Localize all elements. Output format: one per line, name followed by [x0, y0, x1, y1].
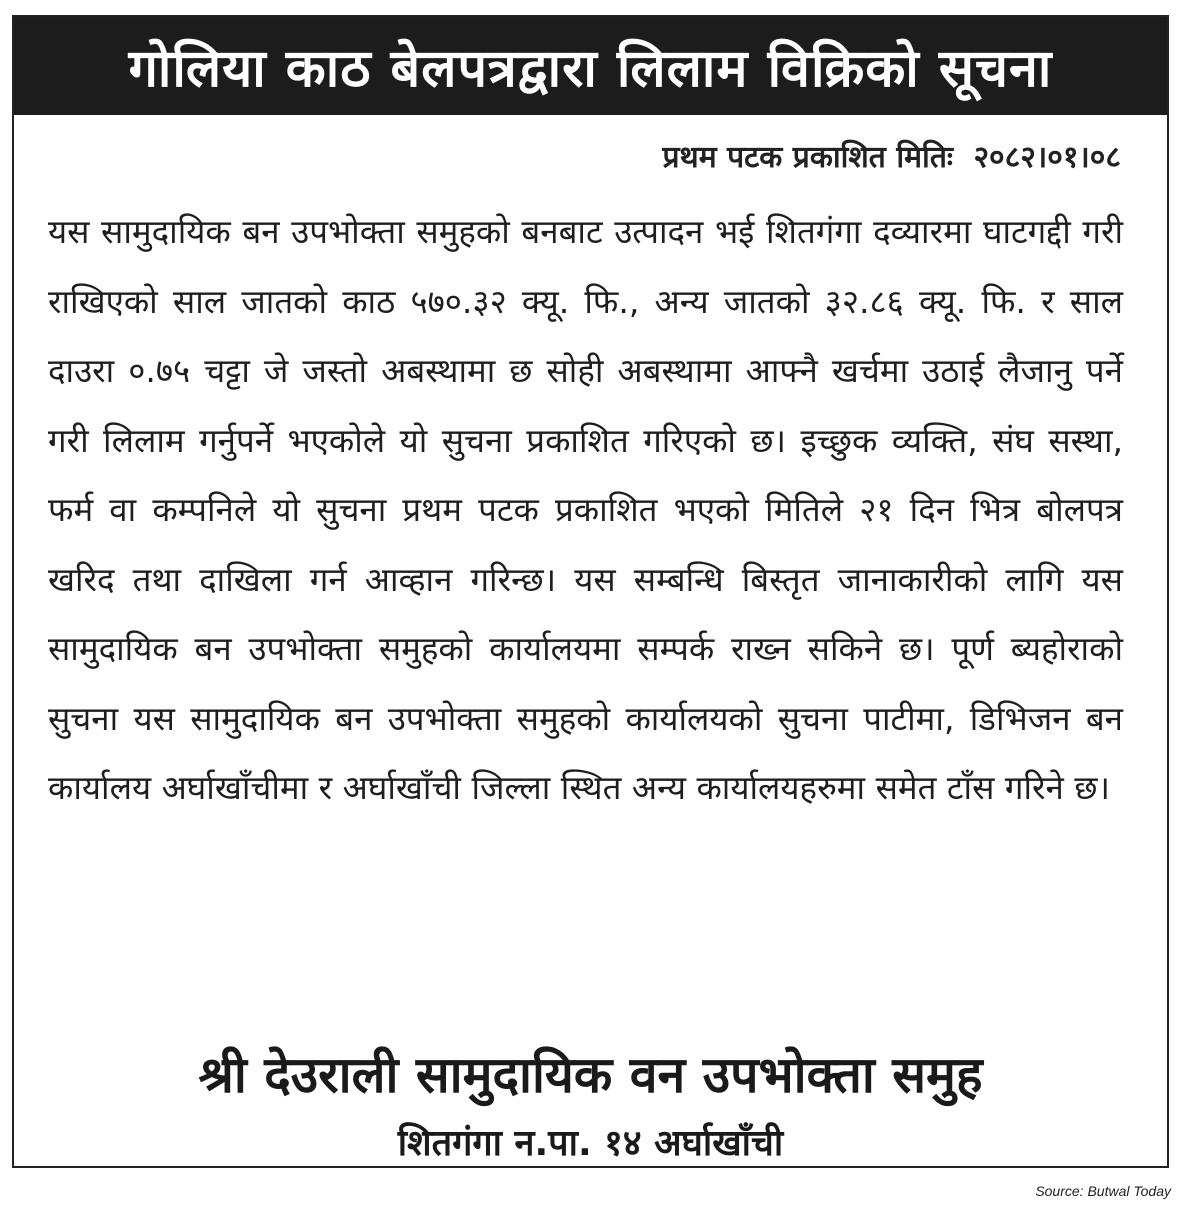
source-credit: Source: Butwal Today: [1035, 1183, 1171, 1199]
notice-title: गोलिया काठ बेलपत्रद्वारा लिलाम विक्रिको सूचना: [14, 17, 1167, 115]
notice-frame: [12, 15, 1169, 1168]
publication-date-line: [662, 135, 1121, 176]
organization-name: श्री देउराली सामुदायिक वन उपभोक्ता समुह: [198, 1046, 983, 1104]
publication-date-value: २०८२।०१।०८: [973, 140, 1121, 175]
publication-date-label: प्रथम पटक प्रकाशित मितिः: [662, 140, 953, 175]
notice-body: यस सामुदायिक बन उपभोक्ता समुहको बनबाट उत्पादन भई शितगंगा दव्यारमा घाटगद्दी गरी राखिएको साल जातको काठ ५७०.३२ क्यू. फि., अन्य जातको ३२.८६ क्यू. फि. र साल दाउरा ०.७५ चट्टा जे जस्तो अबस्थामा छ सोही अबस्थामा आफ्नै खर्चमा उठाई लैजानु पर्ने गरी लिलाम गर्नुपर्ने भएकोले यो सुचना प्रकाशित गरिएको छ। इच्छुक व्यक्ति, संघ सस्था, फर्म वा कम्पनिले यो सुचना प्रथम पटक प्रकाशित भएको मितिले २१ दिन भित्र बोलपत्र खरिद तथा दाखिला गर्न आव्हान गरिन्छ। यस सम्बन्धि बिस्तृत जानाकारीको लागि यस सामुदायिक बन उपभोक्ता समुहको कार्यालयमा सम्पर्क राख्न सकिने छ। पूर्ण ब्यहोराको सुचना यस सामुदायिक बन उपभोक्ता समुहको कार्यालयको सुचना पाटीमा, डिभिजन बन कार्यालय अर्घाखाँचीमा र अर्घाखाँची जिल्ला स्थित अन्य कार्यालयहरुमा समेत टाँस गरिने छ।: [48, 212, 1123, 807]
organization-address: शितगंगा न.पा. १४ अर्घाखाँची: [397, 1123, 784, 1164]
